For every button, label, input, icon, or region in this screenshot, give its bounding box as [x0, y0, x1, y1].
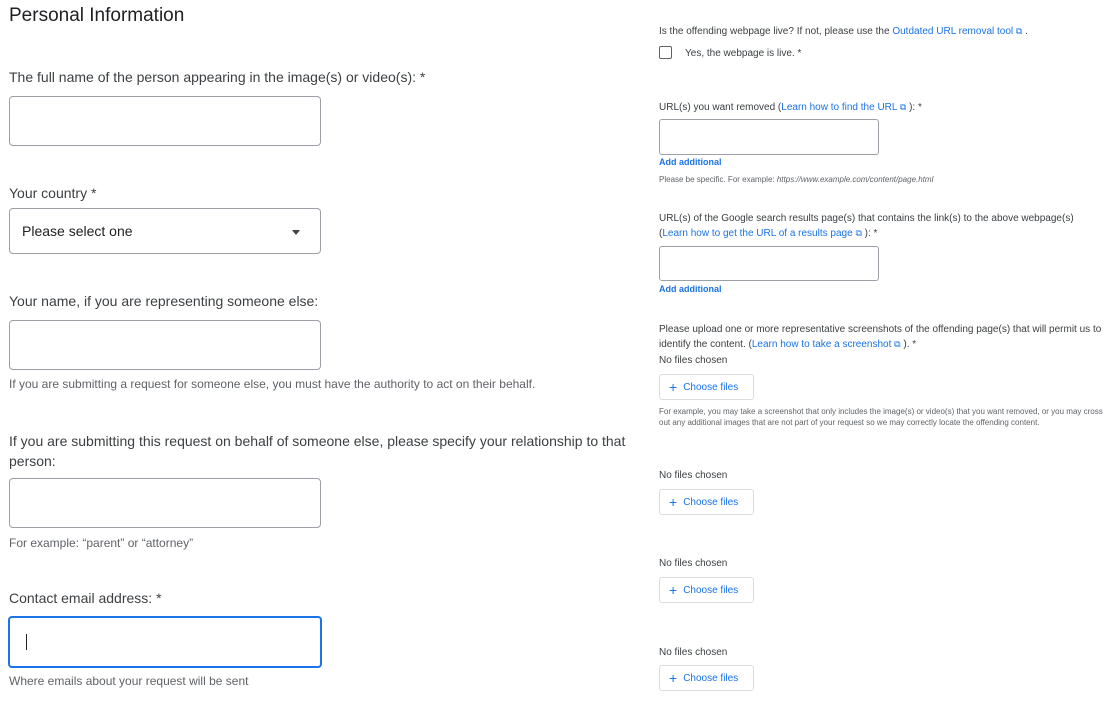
country-select[interactable] — [9, 208, 321, 254]
choose-files-label: Choose files — [683, 584, 739, 596]
upload-label — [659, 323, 1104, 352]
external-link-icon: ⧉ — [899, 102, 907, 112]
serp-input[interactable] — [659, 246, 879, 281]
email-label: Contact email address: * — [9, 590, 162, 606]
page-title: Personal Information — [9, 5, 185, 26]
serp-label-suffix: ): * — [864, 228, 878, 239]
plus-icon: + — [669, 379, 678, 395]
relationship-label: If you are submitting this request on behalf of someone else, please specify your relationship to that person: — [9, 433, 626, 469]
country-label: Your country * — [9, 185, 97, 201]
plus-icon: + — [669, 494, 678, 510]
email-help: Where emails about your request will be sent — [9, 674, 249, 688]
plus-icon: + — [669, 670, 678, 686]
upload-help: For example, you may take a screenshot that only includes the image(s) or video(s) that you want removed, or you may cross out any additional images that are not part of your request so we may correctly locate the offending content. — [659, 407, 1103, 427]
full-name-input[interactable] — [9, 96, 321, 146]
no-files-text-2: No files chosen — [659, 470, 728, 481]
add-additional-serp-button[interactable]: Add additional — [659, 284, 722, 294]
take-screenshot-link[interactable]: Learn how to take a screenshot — [751, 339, 892, 350]
choose-files-button-3[interactable] — [659, 577, 754, 603]
no-files-text-3: No files chosen — [659, 558, 728, 569]
full-name-label: The full name of the person appearing in the image(s) or video(s): * — [9, 69, 426, 85]
live-question-suffix: . — [1025, 26, 1028, 37]
country-select-value: Please select one — [22, 223, 133, 239]
choose-files-button-4[interactable] — [659, 665, 754, 691]
find-url-link[interactable]: Learn how to find the URL — [781, 102, 898, 113]
serp-label-text: URL(s) of the Google search results page(s) that contains the link(s) to the above webpage(s) ( — [659, 213, 1074, 239]
relationship-help: For example: “parent” or “attorney” — [9, 536, 194, 550]
serp-label — [659, 212, 1099, 241]
rep-name-help: If you are submitting a request for someone else, you must have the authority to act on their behalf. — [9, 377, 536, 391]
choose-files-label: Choose files — [683, 381, 739, 393]
choose-files-button-2[interactable] — [659, 489, 754, 515]
urls-input[interactable] — [659, 119, 879, 155]
live-question-text: Is the offending webpage live? If not, please use the — [659, 26, 893, 37]
external-link-icon: ⧉ — [855, 228, 862, 238]
choose-files-label: Choose files — [683, 672, 739, 684]
rep-name-input[interactable] — [9, 320, 321, 370]
text-cursor — [26, 634, 27, 650]
live-question — [659, 24, 1028, 39]
email-input[interactable] — [8, 616, 322, 668]
upload-label-suffix: ). * — [903, 339, 917, 350]
plus-icon: + — [669, 582, 678, 598]
urls-help — [659, 174, 933, 185]
relationship-input[interactable] — [9, 478, 321, 528]
choose-files-button-1[interactable] — [659, 374, 754, 400]
add-additional-urls-button[interactable]: Add additional — [659, 157, 722, 167]
no-files-text-1: No files chosen — [659, 355, 728, 366]
urls-label-suffix: ): * — [909, 102, 922, 113]
urls-help-example: https://www.example.com/content/page.html — [776, 175, 934, 184]
no-files-text-4: No files chosen — [659, 647, 728, 658]
external-link-icon: ⧉ — [1015, 26, 1023, 36]
urls-help-text: Please be specific. For example: — [659, 175, 777, 184]
webpage-live-label: Yes, the webpage is live. * — [685, 48, 802, 59]
rep-name-label: Your name, if you are representing someone else: — [9, 293, 319, 309]
chevron-down-icon — [292, 230, 300, 235]
upload-label-text: Please upload one or more representative screenshots of the offending page(s) that will permit us to identify the content. ( — [659, 324, 1102, 350]
results-page-link[interactable]: Learn how to get the URL of a results page — [662, 228, 853, 239]
urls-label — [659, 100, 922, 115]
urls-label-text: URL(s) you want removed ( — [659, 102, 782, 113]
choose-files-label: Choose files — [683, 496, 739, 508]
external-link-icon: ⧉ — [894, 339, 901, 349]
outdated-url-link[interactable]: Outdated URL removal tool — [892, 26, 1014, 37]
webpage-live-checkbox[interactable] — [659, 46, 672, 59]
